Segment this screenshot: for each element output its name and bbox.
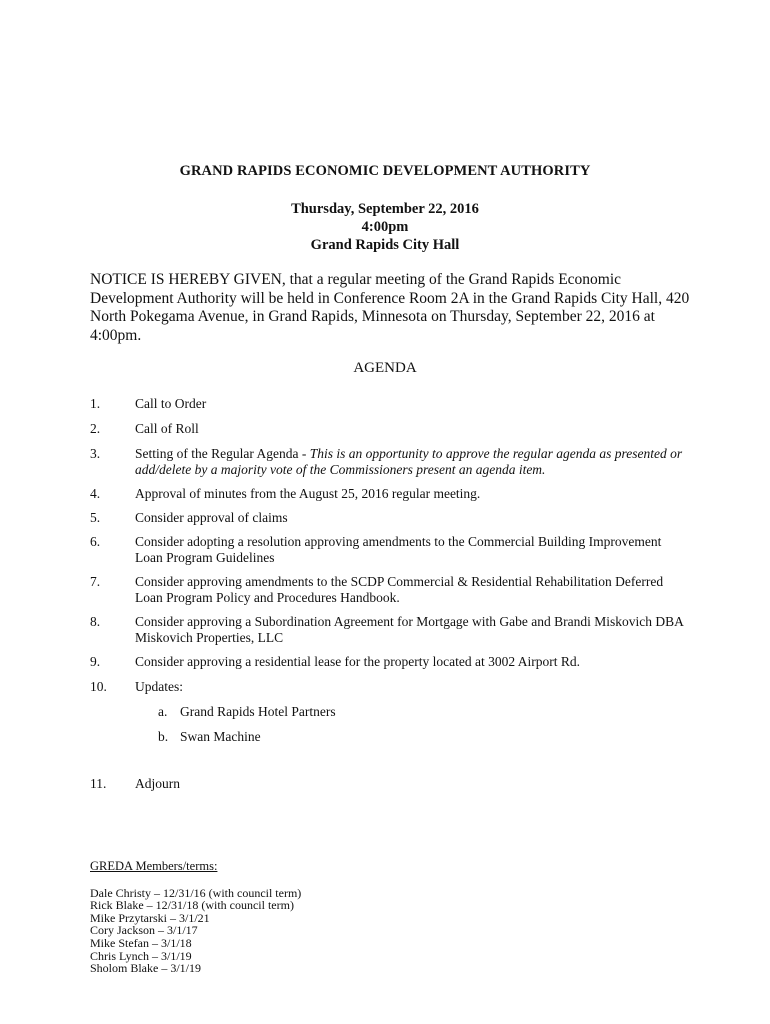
agenda-item-text: Updates: <box>135 679 183 694</box>
agenda-sub-item-text: Swan Machine <box>180 729 261 744</box>
agenda-item-number: 8. <box>90 614 101 629</box>
member-entry: Dale Christy – 12/31/16 (with council term) <box>90 885 302 900</box>
agenda-item-number: 10. <box>90 679 107 694</box>
agenda-item-text: Consider approving a Subordination Agreement for Mortgage with Gabe and Brandi Miskovich DBA Miskovich Properties, LLC <box>135 614 684 645</box>
members-section <box>90 860 490 975</box>
member-entry: Mike Przytarski – 3/1/21 <box>90 910 210 925</box>
notice-paragraph: NOTICE IS HEREBY GIVEN, that a regular meeting of the Grand Rapids Economic Development Authority will be held in Conference Room 2A in the Grand Rapids City Hall, 420 North Pokegama Avenue, in Grand Rapids, Minnesota on Thursday, September 22, 2016 at 4:00pm. <box>90 271 690 344</box>
agenda-item-number: 3. <box>90 446 101 461</box>
agenda-item-number: 6. <box>90 534 101 549</box>
agenda-item-text: Consider approving amendments to the SCDP Commercial & Residential Rehabilitation Deferred Loan Program Policy and Procedures Handbook. <box>135 574 664 605</box>
member-entry: Chris Lynch – 3/1/19 <box>90 948 192 963</box>
agenda-item-number: 4. <box>90 486 101 501</box>
document-title: GRAND RAPIDS ECONOMIC DEVELOPMENT AUTHORITY <box>179 163 591 179</box>
agenda-sub-item-letter: a. <box>158 704 168 719</box>
agenda-item-plain-text: Setting of the Regular Agenda - <box>135 446 310 461</box>
agenda-item-number: 9. <box>90 654 101 669</box>
agenda-item-number: 1. <box>90 396 101 411</box>
member-entry: Rick Blake – 12/31/18 (with council term) <box>90 898 294 913</box>
agenda-item-number: 7. <box>90 574 101 589</box>
member-entry: Cory Jackson – 3/1/17 <box>90 923 198 938</box>
agenda-item-italic-text: This is an opportunity to approve the regular agenda as presented or add/delete by a majority vote of the Commissioners present an agenda item. <box>135 446 683 477</box>
agenda-item-number: 2. <box>90 421 101 436</box>
member-entry: Sholom Blake – 3/1/19 <box>90 961 201 976</box>
agenda-sub-item-letter: b. <box>158 729 169 744</box>
agenda-item-text: Consider adopting a resolution approving amendments to the Commercial Building Improvement Loan Program Guidelines <box>135 534 662 565</box>
agenda-item-text: Call to Order <box>135 396 207 411</box>
agenda-item-text: Consider approval of claims <box>135 510 288 525</box>
agenda-item-text <box>135 446 685 478</box>
meeting-date: Thursday, September 22, 2016 <box>291 201 479 217</box>
meeting-location: Grand Rapids City Hall <box>310 237 460 253</box>
meeting-time: 4:00pm <box>361 219 409 235</box>
agenda-item-number: 11. <box>90 776 107 791</box>
agenda-item-text: Approval of minutes from the August 25, 2016 regular meeting. <box>135 486 481 501</box>
agenda-item-text: Consider approving a residential lease for the property located at 3002 Airport Rd. <box>135 654 580 669</box>
agenda-item-number: 5. <box>90 510 101 525</box>
agenda-item-text: Call of Roll <box>135 421 199 436</box>
agenda-heading: AGENDA <box>353 360 417 376</box>
meeting-info <box>0 200 770 254</box>
agenda-sub-item-text: Grand Rapids Hotel Partners <box>180 704 336 719</box>
member-entry: Mike Stefan – 3/1/18 <box>90 935 192 950</box>
agenda-item-text: Adjourn <box>135 776 180 791</box>
members-heading: GREDA Members/terms: <box>90 859 218 873</box>
